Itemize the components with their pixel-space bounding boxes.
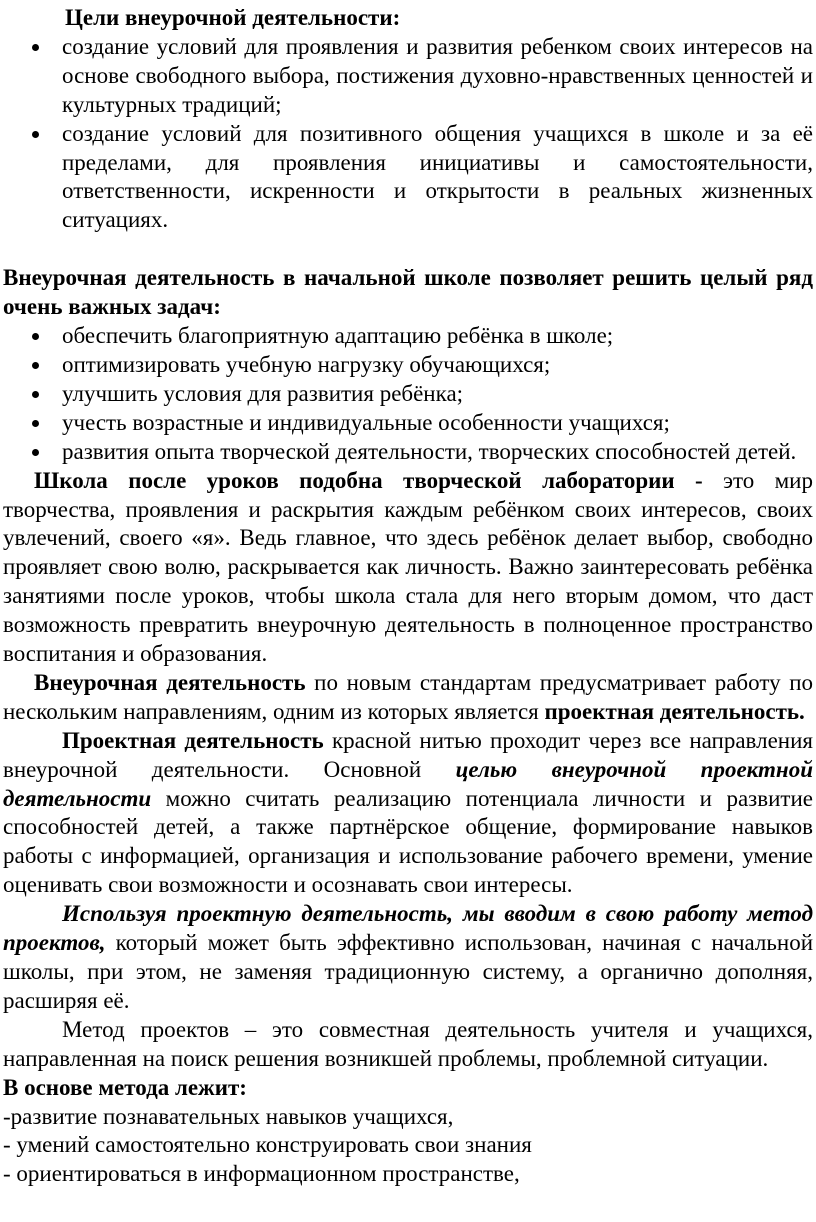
tasks-item-text: развития опыта творческой деятельности, творческих способностей детей. — [62, 438, 797, 464]
goals-item-text: создание условий для проявления и развития ребенком своих интересов на основе свободного выбора, постижения духовно-нравственных ценностей и культурных традиций; — [62, 33, 813, 117]
list-item — [3, 409, 813, 438]
standards-bold-phrase: Внеурочная деятельность — [34, 669, 306, 695]
lab-text: это мир творчества, проявления и раскрытия каждым ребёнком своих интересов, своих увлечений, своего «я». Ведь главное, что здесь ребёнок делает выбор, свободно проявляет свою волю, раскрывается как личность. Важно заинтересовать ребёнка занятиями после уроков, чтобы школа стала для него вторым домом, что даст возможность превратить внеурочную деятельность в полноценное пространство воспитания и образования. — [3, 467, 813, 667]
basis-item: -развитие познавательных навыков учащихся, — [3, 1103, 454, 1129]
basis-item: - ориентироваться в информационном пространстве, — [3, 1161, 520, 1187]
lab-bold-phrase: Школа после уроков подобна творческой лаборатории - — [34, 467, 703, 493]
bullet-icon — [32, 362, 39, 369]
tasks-item-text: обеспечить благоприятную адаптацию ребёнка в школе; — [62, 323, 614, 349]
list-item — [3, 351, 813, 380]
method-text: который может быть эффективно использован, начиная с начальной школы, при этом, не заменяя традиционную систему, а органично дополняя, расширяя её. — [3, 930, 813, 1013]
paragraph-spacer — [3, 235, 813, 264]
paragraph-definition: Метод проектов – это совместная деятельность учителя и учащихся, направленная на поиск решения возникшей проблемы, проблемной ситуации. — [3, 1016, 813, 1071]
project-bold-phrase: Проектная деятельность — [62, 727, 324, 753]
basis-item: - умений самостоятельно конструировать свои знания — [3, 1132, 532, 1158]
bullet-icon — [32, 131, 39, 138]
goals-heading: Цели внеурочной деятельности: — [65, 5, 401, 30]
paragraph-project — [3, 727, 813, 900]
tasks-item-text: улучшить условия для развития ребёнка; — [62, 380, 464, 406]
goals-list — [3, 33, 813, 235]
list-item — [3, 438, 813, 467]
paragraph-standards — [3, 669, 813, 727]
method-bolditalic-phrase: Используя проектную деятельность, мы вводим в свою работу метод проектов, — [3, 901, 813, 956]
basis-heading: В основе метода лежит: — [3, 1074, 247, 1100]
project-text-1: красной нитью проходит через все направления внеурочной деятельности. Основной — [3, 727, 813, 782]
list-item — [3, 380, 813, 409]
list-item — [3, 322, 813, 351]
bullet-icon — [32, 44, 39, 51]
tasks-item-text: оптимизировать учебную нагрузку обучающихся; — [62, 351, 551, 377]
tasks-heading: Внеурочная деятельность в начальной школе позволяет решить целый ряд очень важных задач: — [3, 265, 813, 320]
project-goal-phrase: целью внеурочной проектной деятельности — [3, 756, 813, 811]
project-text-2: можно считать реализацию потенциала личности и развитие способностей детей, а также партнёрское общение, формирование навыков работы с информацией, организация и использование рабочего времени, умение оценивать свои возможности и осознавать свои интересы. — [3, 785, 813, 898]
bullet-icon — [32, 420, 39, 427]
list-item — [3, 120, 813, 236]
goals-item-text: создание условий для позитивного общения учащихся в школе и за её пределами, для проявления инициативы и самостоятельности, ответственности, искренности и открытости в реальных жизненных ситуациях. — [62, 120, 813, 233]
bullet-icon — [32, 333, 39, 340]
tasks-item-text: учесть возрастные и индивидуальные особенности учащихся; — [62, 409, 670, 435]
bullet-icon — [32, 449, 39, 456]
list-item — [3, 33, 813, 120]
bullet-icon — [32, 391, 39, 398]
paragraph-method — [3, 900, 813, 1016]
standards-bold-end: проектная деятельность. — [544, 698, 805, 724]
standards-text: по новым стандартам предусматривает работу по нескольким направлениям, одним из которых является — [3, 669, 814, 724]
tasks-list — [3, 322, 813, 467]
paragraph-lab — [3, 467, 813, 669]
